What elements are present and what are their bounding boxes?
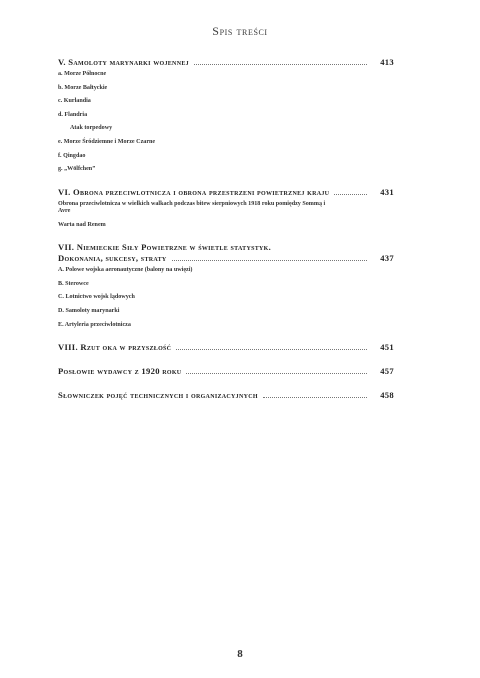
toc-subentry[interactable]: A. Polowe wojska aeronautyczne (balony na uwięzi) bbox=[58, 267, 193, 274]
toc-subentry[interactable]: C. Lotnictwo wojsk lądowych bbox=[58, 294, 135, 301]
toc-entry-title: V. Samoloty marynarki wojennej bbox=[58, 57, 189, 67]
toc-entry-v[interactable] bbox=[58, 57, 394, 68]
toc-section-glossary bbox=[58, 390, 394, 401]
toc-entry-viii[interactable] bbox=[58, 342, 394, 353]
toc-page-number: 437 bbox=[380, 253, 394, 264]
toc-entry-title: Posłowie wydawcy z 1920 roku bbox=[58, 366, 182, 377]
toc-section-vii bbox=[58, 242, 394, 329]
toc-entry-vii[interactable] bbox=[58, 253, 394, 264]
toc-subentry[interactable]: d. Flandria bbox=[58, 111, 88, 118]
toc-sublist-v bbox=[58, 71, 394, 174]
toc-entry-vii-line1[interactable]: VII. Niemieckie Siły Powietrzne w świetle statystyk. bbox=[58, 242, 272, 253]
dot-leader bbox=[194, 64, 367, 65]
toc-subentry[interactable]: Obrona przeciwlotnicza w wielkich walkach podczas bitew sierpniowych 1918 roku pomiędzy Sommą i Avre bbox=[58, 200, 326, 215]
toc-entry-postscript[interactable] bbox=[58, 366, 394, 377]
toc-sublist-vi bbox=[58, 201, 394, 230]
running-header: Spis treści bbox=[212, 24, 268, 38]
table-of-contents bbox=[58, 57, 394, 401]
toc-page-number: 451 bbox=[380, 342, 394, 353]
toc-section-viii bbox=[58, 342, 394, 353]
toc-section-vi bbox=[58, 187, 394, 230]
toc-entry-title: Słowniczek pojęć technicznych i organizacyjnych bbox=[58, 390, 258, 401]
dot-leader bbox=[263, 397, 367, 398]
toc-page-number: 457 bbox=[380, 366, 394, 377]
toc-entry-title: VIII. Rzut oka w przyszłość bbox=[58, 342, 172, 353]
toc-page-number: 458 bbox=[380, 390, 394, 401]
toc-subentry[interactable]: E. Artyleria przeciwlotnicza bbox=[58, 321, 131, 328]
dot-leader bbox=[334, 194, 367, 195]
toc-entry-vi[interactable] bbox=[58, 187, 394, 198]
toc-subentry[interactable]: B. Sterowce bbox=[58, 280, 89, 287]
toc-subentry[interactable]: c. Kurlandia bbox=[58, 98, 91, 105]
toc-subentry[interactable]: a. Morze Północne bbox=[58, 71, 107, 77]
toc-page-number: 431 bbox=[380, 186, 394, 197]
toc-subentry[interactable]: e. Morze Śródziemne i Morze Czarne bbox=[58, 138, 156, 145]
toc-sublist-vii bbox=[58, 267, 394, 329]
dot-leader bbox=[186, 373, 367, 374]
toc-section-postscript bbox=[58, 366, 394, 377]
toc-entry-title: VI. Obrona przeciwlotnicza i obrona przestrzeni powietrznej kraju bbox=[58, 186, 330, 197]
toc-subentry[interactable]: g. „Wölfchen” bbox=[58, 166, 96, 173]
toc-section-v bbox=[58, 57, 394, 174]
toc-subentry[interactable]: f. Qingdao bbox=[58, 152, 86, 159]
page-number: 8 bbox=[237, 648, 243, 660]
dot-leader bbox=[176, 349, 367, 350]
toc-subentry[interactable]: Warta nad Renem bbox=[58, 221, 106, 228]
dot-leader bbox=[172, 260, 367, 261]
toc-entry-glossary[interactable] bbox=[58, 390, 394, 401]
toc-page-number: 413 bbox=[380, 57, 394, 67]
toc-subentry-indented[interactable]: Atak torpedowy bbox=[70, 125, 113, 132]
toc-subentry[interactable]: D. Samoloty marynarki bbox=[58, 308, 120, 315]
toc-entry-title: Dokonania, sukcesy, straty bbox=[58, 253, 167, 264]
toc-subentry[interactable]: b. Morze Bałtyckie bbox=[58, 84, 108, 91]
